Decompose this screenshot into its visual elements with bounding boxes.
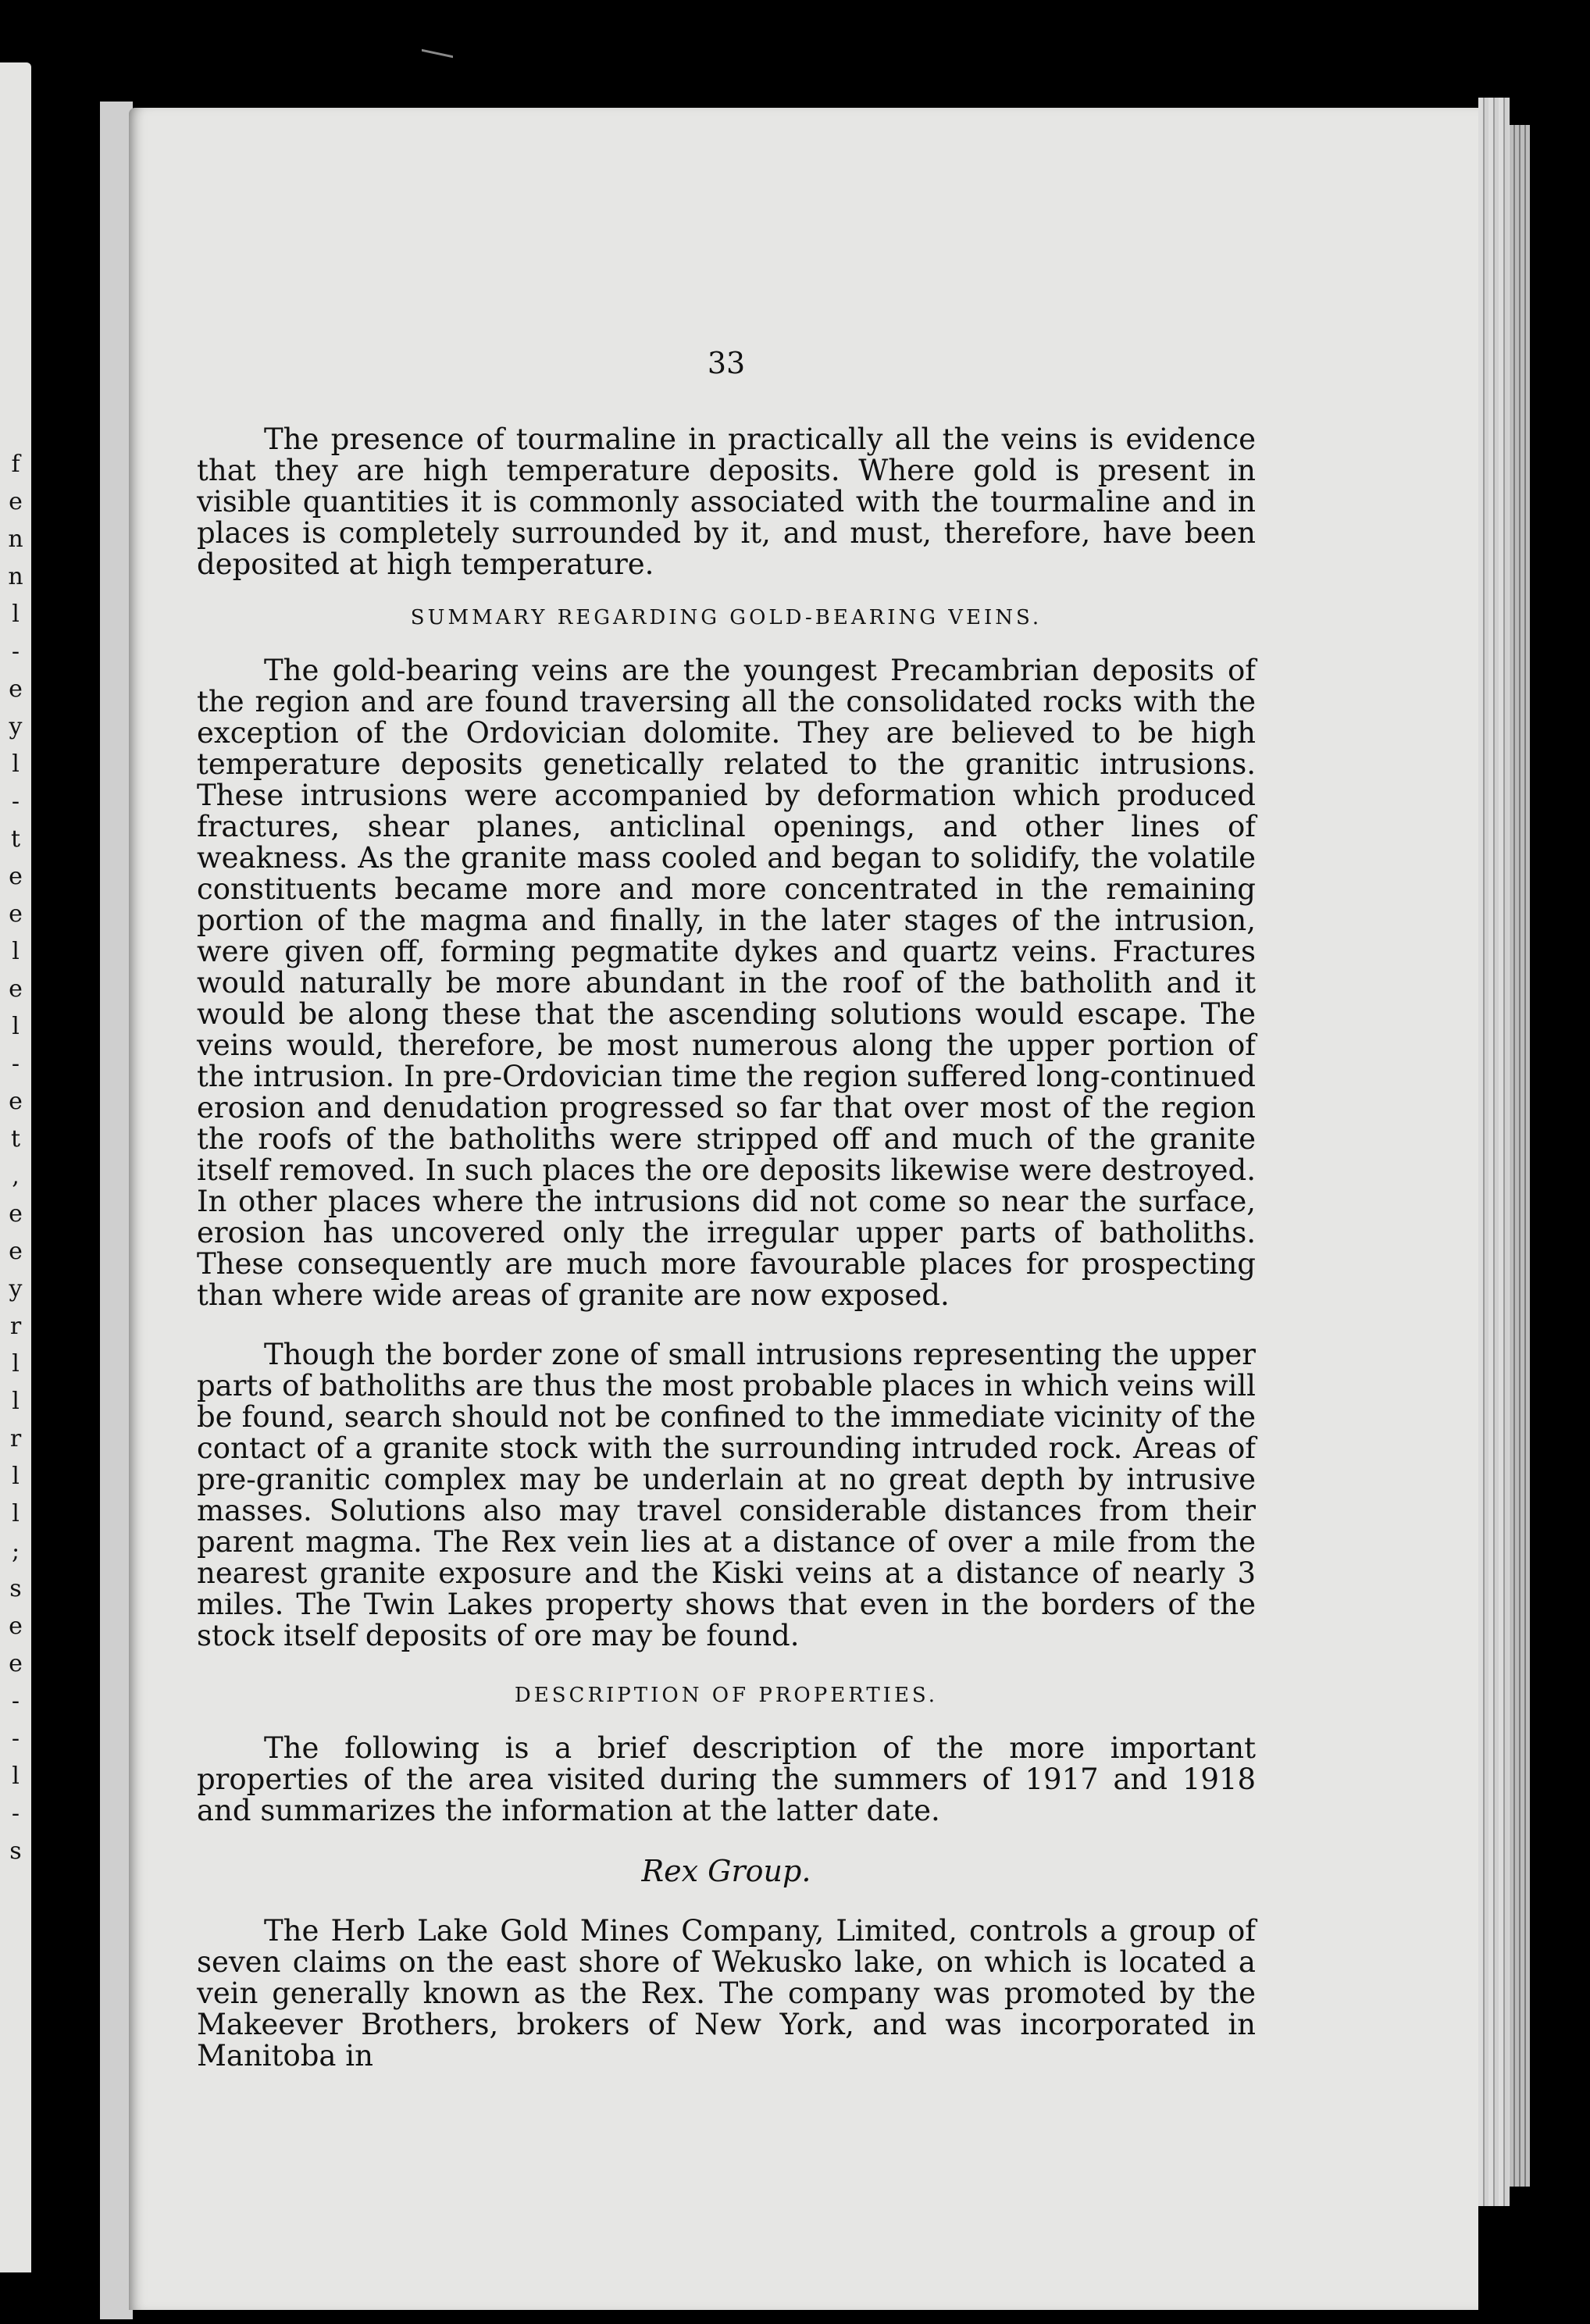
- facing-page-fragment: l: [12, 1388, 20, 1415]
- facing-page-fragment: e: [9, 1613, 23, 1640]
- facing-page-fragment: l: [12, 1763, 20, 1790]
- facing-page-fragment: l: [12, 1500, 20, 1527]
- facing-page-fragment: y: [9, 1275, 23, 1303]
- facing-page-fragment: f: [11, 451, 20, 478]
- facing-page-fragment: e: [9, 1238, 23, 1265]
- facing-page-fragment: -: [11, 638, 20, 665]
- facing-page-fragment: n: [8, 526, 23, 553]
- page-text: [197, 348, 1256, 2072]
- page-stack-edge: [1478, 98, 1510, 2206]
- facing-page-fragment: e: [9, 863, 23, 890]
- facing-page-fragment: -: [11, 1688, 20, 1715]
- facing-page-edge: [0, 62, 31, 2272]
- facing-page-fragment: t: [10, 1125, 21, 1153]
- heading-description: DESCRIPTION OF PROPERTIES.: [514, 1684, 939, 1707]
- book-gutter: [100, 102, 133, 2319]
- facing-page-fragment: e: [9, 1088, 23, 1115]
- facing-page-fragment: s: [9, 1837, 22, 1865]
- facing-page-fragment: y: [9, 713, 23, 740]
- facing-page-fragment: e: [9, 1650, 23, 1677]
- facing-page-fragment: s: [9, 1575, 22, 1602]
- facing-page-fragment: -: [11, 1050, 20, 1078]
- facing-page-fragment: l: [12, 601, 20, 628]
- subheading-rex-group: Rex Group.: [641, 1854, 811, 1888]
- facing-page-fragment: l: [12, 1013, 20, 1040]
- facing-page-fragment: e: [9, 1200, 23, 1228]
- heading-summary: SUMMARY REGARDING GOLD-BEARING VEINS.: [410, 606, 1043, 629]
- facing-page-fragment: n: [8, 563, 23, 590]
- facing-page-fragment: l: [12, 1350, 20, 1378]
- facing-page-fragment: ;: [11, 1538, 20, 1565]
- facing-page-fragment: -: [11, 788, 20, 815]
- paragraph-rex: The Herb Lake Gold Mines Company, Limited, controls a group of seven claims on the east shore of Wekusko lake, on which is located a vein generally known as the Rex. The company was promoted by the Makeever Brothers, brokers of New York, and was incorporated in Manitoba in: [197, 1914, 1256, 2073]
- facing-page-fragment: -: [11, 1800, 20, 1827]
- facing-page-fragment: ,: [12, 1163, 20, 1190]
- page-number: 33: [707, 346, 746, 380]
- facing-page-fragment: e: [9, 975, 23, 1003]
- scan-edge-mark: [422, 40, 453, 59]
- facing-page-fragment: l: [12, 750, 20, 778]
- facing-page-fragment: e: [9, 488, 23, 515]
- facing-page-fragment: -: [11, 1725, 20, 1752]
- paragraph-tourmaline: The presence of tourmaline in practically all the veins is evidence that they are high temperature deposits. Where gold is present in visible quantities it is commonly associated with the tourmaline and in places is completely surrounded by it, and must, therefore, have been deposited at high temperature.: [197, 422, 1256, 581]
- paragraph-description: The following is a brief description of the more important properties of the area visited during the summers of 1917 and 1918 and summarizes the information at the latter date.: [197, 1731, 1256, 1827]
- facing-page-fragment: l: [12, 938, 20, 965]
- facing-page-fragment: l: [12, 1463, 20, 1490]
- page-stack-edge-outer: [1510, 125, 1530, 2187]
- facing-page-fragment: r: [9, 1425, 22, 1452]
- paragraph-summary-1: The gold-bearing veins are the youngest Precambrian deposits of the region and are found traversing all the consolidated rocks with the exception of the Ordovician dolomite. They are believed to be high temperature deposits genetically related to the granitic intrusions. These intrusions were accompanied by deformation which produced fractures, shear planes, anticlinal openings, and other lines of weakness. As the granite mass cooled and began to solidify, the volatile constituents became more and more concentrated in the remaining portion of the magma and finally, in the later stages of the intrusion, were given off, forming pegmatite dykes and quartz veins. Fractures would naturally be more abundant in the roof of the batholith and it would be along these that the ascending solutions would escape. The veins would, therefore, be most numerous along the upper portion of the intrusion. In pre-Ordovician time the region suffered long-continued erosion and denudation progressed so far that over most of the region the roofs of the batholiths were stripped off and much of the granite itself removed. In such places the ore deposits likewise were destroyed. In other places where the intrusions did not come so near the surface, erosion has uncovered only the irregular upper parts of batholiths. These consequently are much more favourable places for prospecting than where wide areas of granite are now exposed.: [197, 654, 1256, 1312]
- facing-page-fragment: e: [9, 900, 23, 928]
- facing-page-fragment: r: [9, 1313, 22, 1340]
- facing-page-fragment: t: [10, 825, 21, 853]
- facing-page-fragment: e: [9, 675, 23, 703]
- paragraph-summary-2: Though the border zone of small intrusions representing the upper parts of batholiths are thus the most probable places in which veins will be found, search should not be confined to the immediate vicinity of the contact of a granite stock with the surrounding intruded rock. Areas of pre-granitic complex may be underlain at no great depth by intrusive masses. Solutions also may travel considerable distances from their parent magma. The Rex vein lies at a distance of over a mile from the nearest granite exposure and the Kiski veins at a distance of nearly 3 miles. The Twin Lakes property shows that even in the borders of the stock itself deposits of ore may be found.: [197, 1338, 1256, 1652]
